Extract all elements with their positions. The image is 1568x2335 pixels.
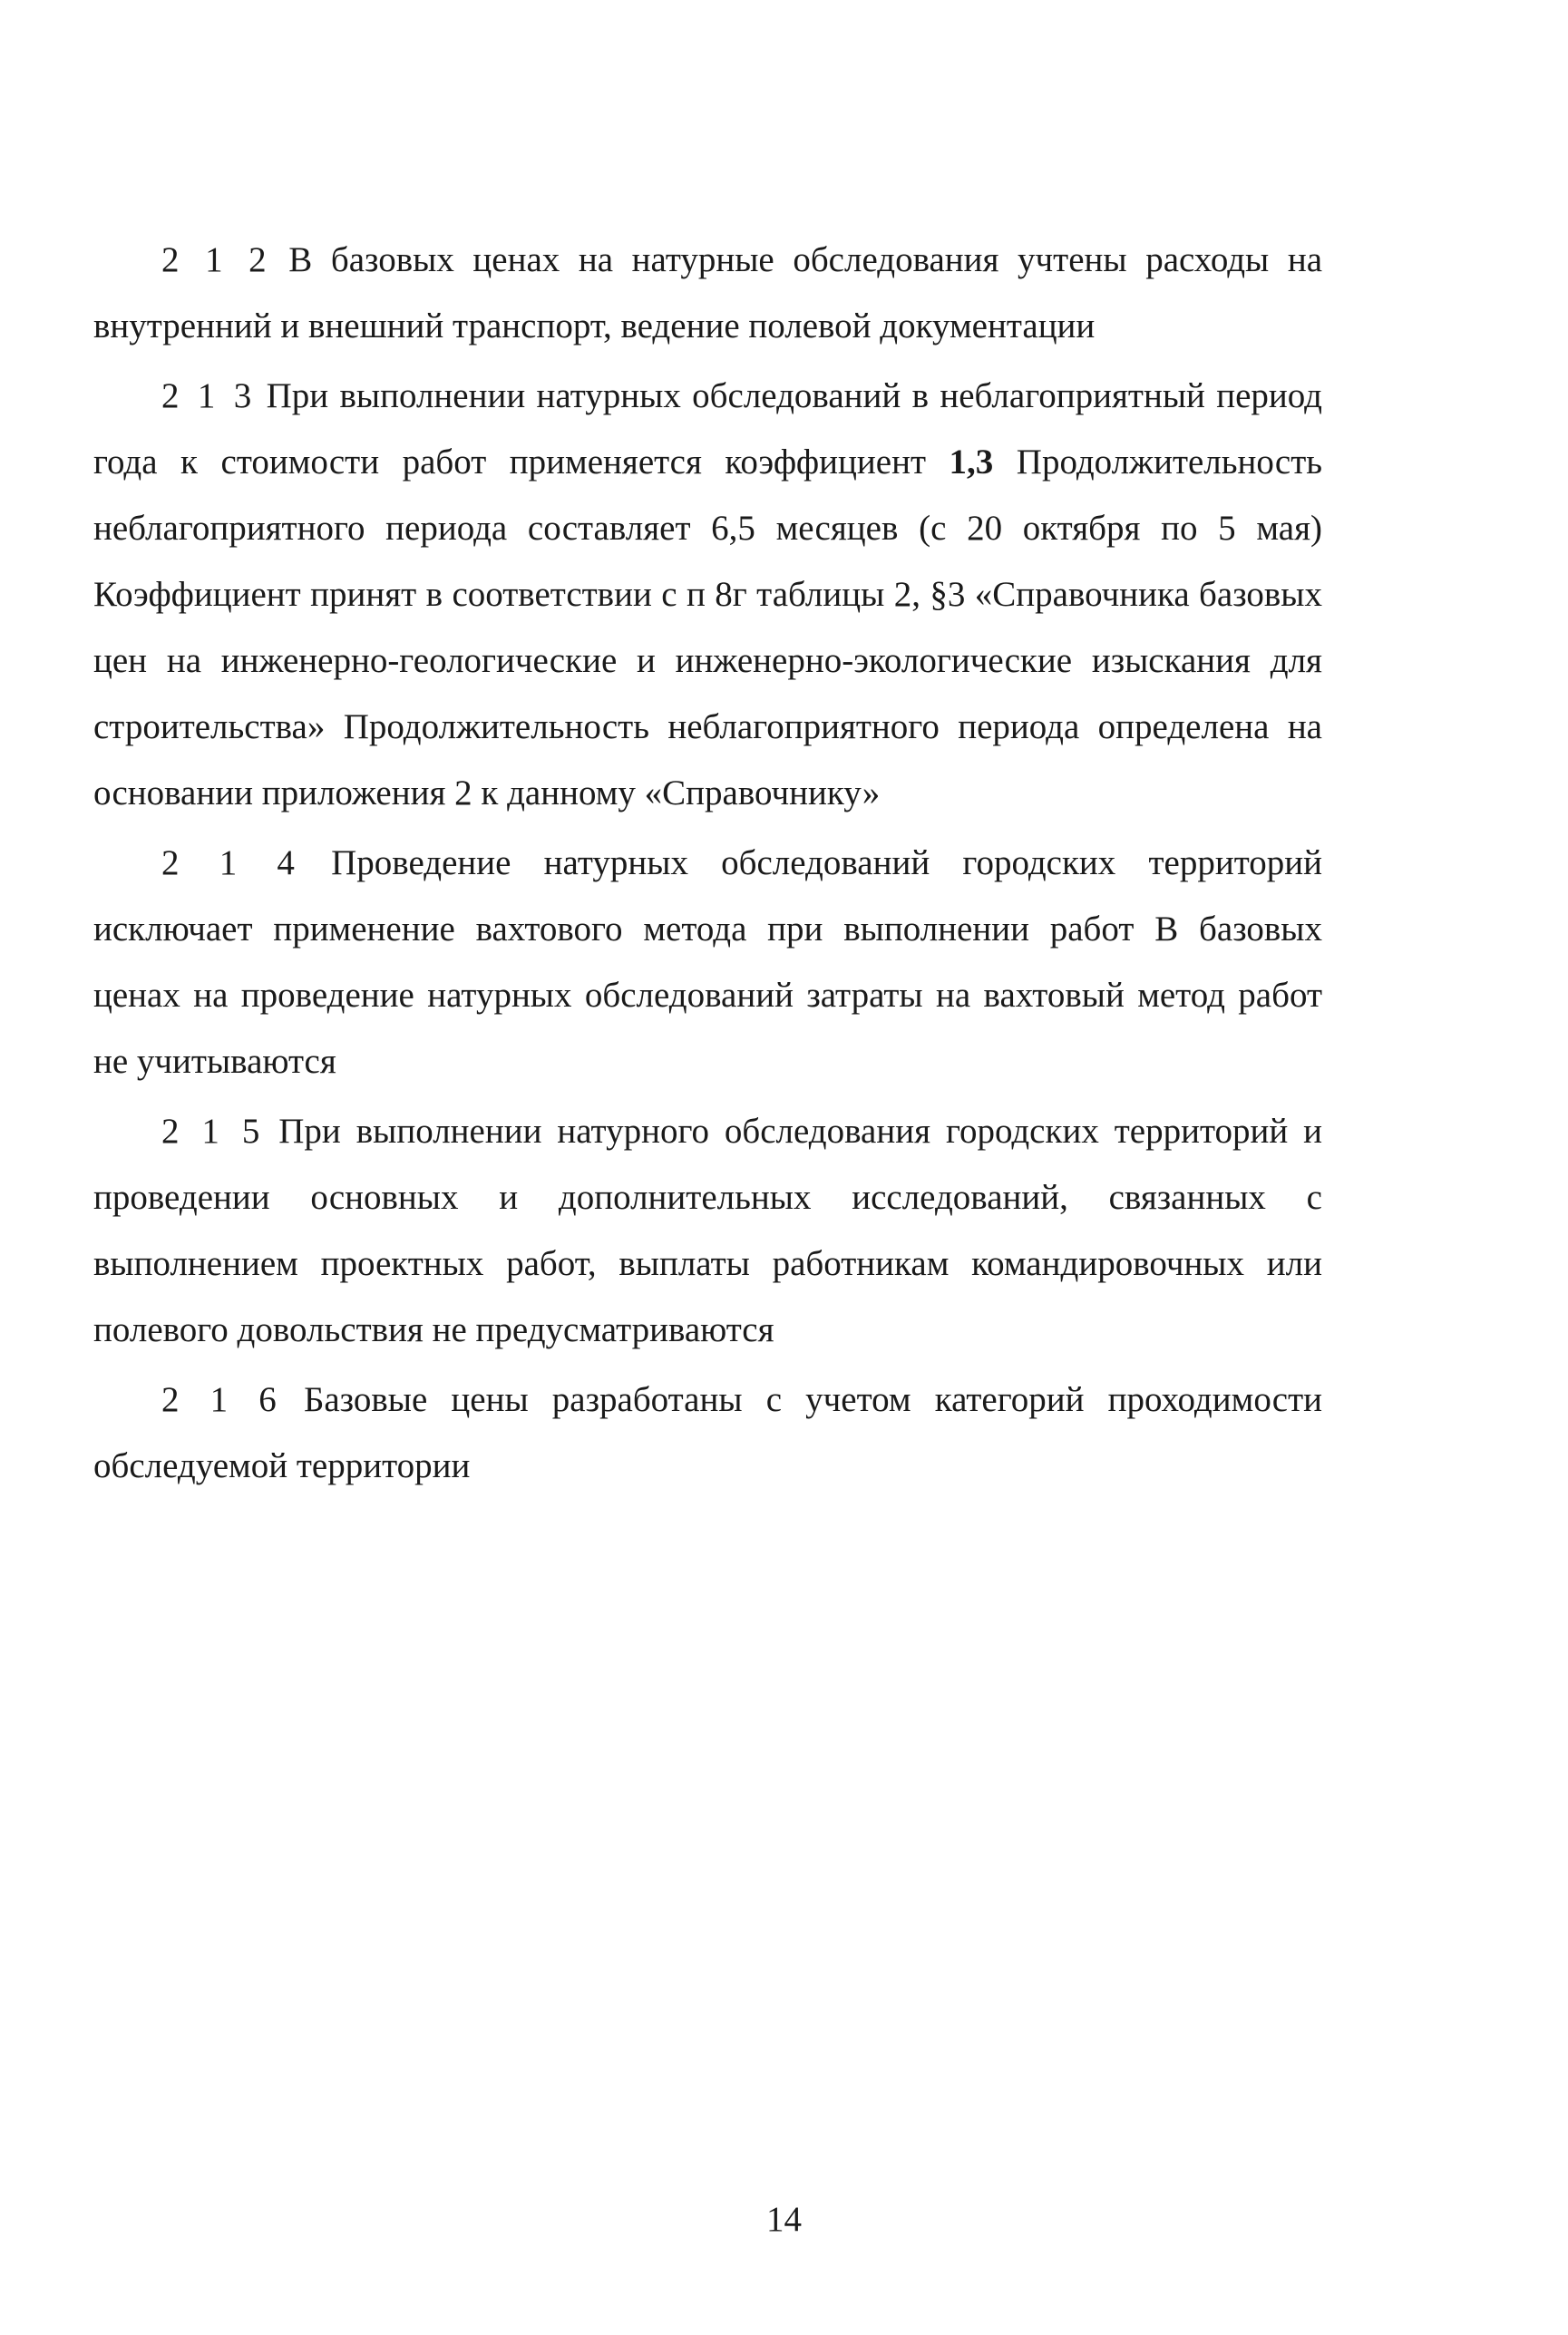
- paragraph-2-1-2: [93, 227, 1322, 359]
- clause-number: 2 1 3: [161, 376, 256, 415]
- paragraph-2-1-3: [93, 363, 1322, 826]
- clause-number: 2 1 4: [161, 843, 298, 882]
- paragraph-text: В базовых ценах на натурные обследования учтены расходы на внутренний и внешний транспорт, ведение полевой документации: [93, 240, 1323, 345]
- paragraph-text: При выполнении натурных обследований в неблагоприятный период года к стоимости работ применяется коэффициент: [93, 376, 1323, 482]
- paragraph-text: При выполнении натурного обследования городских территорий и проведении основных и дополнительных исследований, связанных с выполнением проектных работ, выплаты работникам командировочных или полевого довольствия не предусматриваются: [93, 1112, 1323, 1349]
- clause-number: 2 1 5: [161, 1112, 264, 1151]
- paragraph-2-1-4: [93, 830, 1322, 1095]
- clause-number: 2 1 2: [161, 240, 270, 279]
- paragraph-text: Базовые цены разработаны с учетом категорий проходимости обследуемой территории: [93, 1380, 1323, 1485]
- paragraph-2-1-5: [93, 1098, 1322, 1363]
- paragraph-2-1-6: [93, 1367, 1322, 1499]
- body-text: [93, 227, 1322, 1499]
- paragraph-text-continued: Продолжительность неблагоприятного периода составляет 6,5 месяцев (с 20 октября по 5 мая) Коэффициент принят в соответствии с п 8г таблицы 2, §3 «Справочника базовых цен на инженерно-геологические и инженерно-экологические изыскания для строительства» Продолжительность неблагоприятного периода определена на основании приложения 2 к данному «Справочнику»: [93, 443, 1323, 812]
- paragraph-text: Проведение натурных обследований городских территорий исключает применение вахтового метода при выполнении работ В базовых ценах на проведение натурных обследований затраты на вахтовый метод работ не учитываются: [93, 843, 1322, 1081]
- coefficient-value: 1,3: [949, 443, 994, 482]
- clause-number: 2 1 6: [161, 1380, 280, 1419]
- page-number: 14: [766, 2200, 802, 2239]
